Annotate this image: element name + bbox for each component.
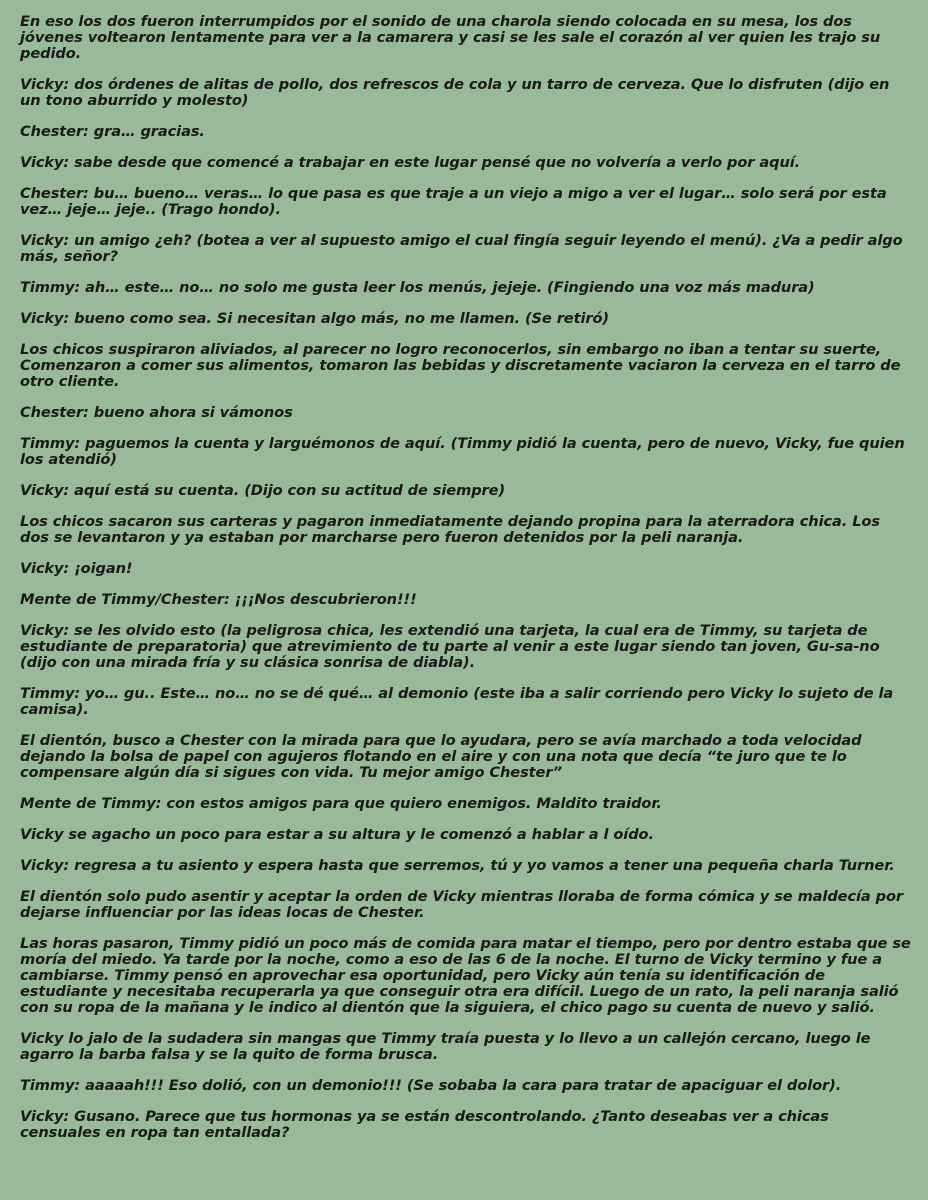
paragraph-22: El dientón solo pudo asentir y aceptar la orden de Vicky mientras lloraba de forma cómica y se maldecía por dejarse influenciar por las ideas locas de Chester. <box>20 888 904 921</box>
paragraph-1: En eso los dos fueron interrumpidos por el sonido de una charola siendo colocada en su mesa, los dos jóvenes voltearon lentamente para ver a la camarera y casi se les sale el corazón al ver quien les trajo su pedido. <box>20 13 881 62</box>
paragraph-4: Vicky: sabe desde que comencé a trabajar en este lugar pensé que no volvería a verlo por aquí. <box>20 154 801 171</box>
paragraph-10: Chester: bueno ahora si vámonos <box>20 404 293 421</box>
paragraph-5: Chester: bu… bueno… veras… lo que pasa es que traje a un viejo a migo a ver el lugar… solo será por esta vez… jeje… jeje.. (Trago hondo). <box>20 185 887 218</box>
paragraph-18: El dientón, busco a Chester con la mirada para que lo ayudara, pero se avía marchado a toda velocidad dejando la bolsa de papel con agujeros flotando en el aire y con una nota que decía “te juro que te lo compensare algún día si sigues con vida. Tu mejor amigo Chester” <box>20 732 862 781</box>
paragraph-12: Vicky: aquí está su cuenta. (Dijo con su actitud de siempre) <box>20 482 506 499</box>
paragraph-6: Vicky: un amigo ¿eh? (botea a ver al supuesto amigo el cual fingía seguir leyendo el menú). ¿Va a pedir algo más, señor? <box>20 232 903 265</box>
paragraph-14: Vicky: ¡oigan! <box>20 560 133 577</box>
paragraph-16: Vicky: se les olvido esto (la peligrosa chica, les extendió una tarjeta, la cual era de Timmy, su tarjeta de estudiante de preparatoria) que atrevimiento de tu parte al venir a este lugar siendo tan joven, Gu-sa-no (dijo con una mirada fría y su clásica sonrisa de diabla). <box>20 622 880 671</box>
paragraph-7: Timmy: ah… este… no… no solo me gusta leer los menús, jejeje. (Fingiendo una voz más madura) <box>20 279 815 296</box>
paragraph-19: Mente de Timmy: con estos amigos para que quiero enemigos. Maldito traidor. <box>20 795 662 812</box>
paragraph-2: Vicky: dos órdenes de alitas de pollo, dos refrescos de cola y un tarro de cerveza. Que lo disfruten (dijo en un tono aburrido y molesto) <box>20 76 890 109</box>
paragraph-25: Timmy: aaaaah!!! Eso dolió, con un demonio!!! (Se sobaba la cara para tratar de apaciguar el dolor). <box>20 1077 842 1094</box>
paragraph-26: Vicky: Gusano. Parece que tus hormonas ya se están descontrolando. ¿Tanto deseabas ver a chicas censuales en ropa tan entallada? <box>20 1108 829 1141</box>
paragraph-9: Los chicos suspiraron aliviados, al parecer no logro reconocerlos, sin embargo no iban a tentar su suerte, Comenzaron a comer sus alimentos, tomaron las bebidas y discretamente vaciaron la cerveza en el tarro de otro cliente. <box>20 341 901 390</box>
paragraph-8: Vicky: bueno como sea. Si necesitan algo más, no me llamen. (Se retiró) <box>20 310 609 327</box>
paragraph-21: Vicky: regresa a tu asiento y espera hasta que serremos, tú y yo vamos a tener una pequeña charla Turner. <box>20 857 895 874</box>
paragraph-20: Vicky se agacho un poco para estar a su altura y le comenzó a hablar a l oído. <box>20 826 654 843</box>
paragraph-15: Mente de Timmy/Chester: ¡¡¡Nos descubrieron!!! <box>20 591 417 608</box>
paragraph-13: Los chicos sacaron sus carteras y pagaron inmediatamente dejando propina para la aterradora chica. Los dos se levantaron y ya estaban por marcharse pero fueron detenidos por la peli naranja. <box>20 513 880 546</box>
paragraph-23: Las horas pasaron, Timmy pidió un poco más de comida para matar el tiempo, pero por dentro estaba que se moría del miedo. Ya tarde por la noche, como a eso de las 6 de la noche. El turno de Vicky termino y fue a cambiarse. Timmy pensó en aprovechar esa oportunidad, pero Vicky aún tenía su identificación de estudiante y necesitaba recuperarla ya que conseguir otra era difícil. Luego de un rato, la peli naranja salió con su ropa de la mañana y le indico al dientón que la siguiera, el chico pago su cuenta de nuevo y salió. <box>20 935 911 1016</box>
paragraph-17: Timmy: yo… gu.. Este… no… no se dé qué… al demonio (este iba a salir corriendo pero Vicky lo sujeto de la camisa). <box>20 685 894 718</box>
paragraph-3: Chester: gra… gracias. <box>20 123 205 140</box>
paragraph-11: Timmy: paguemos la cuenta y larguémonos de aquí. (Timmy pidió la cuenta, pero de nuevo, Vicky, fue quien los atendió) <box>20 435 905 468</box>
paragraph-24: Vicky lo jalo de la sudadera sin mangas que Timmy traía puesta y lo llevo a un callejón cercano, luego le agarro la barba falsa y se la quito de forma brusca. <box>20 1030 871 1063</box>
